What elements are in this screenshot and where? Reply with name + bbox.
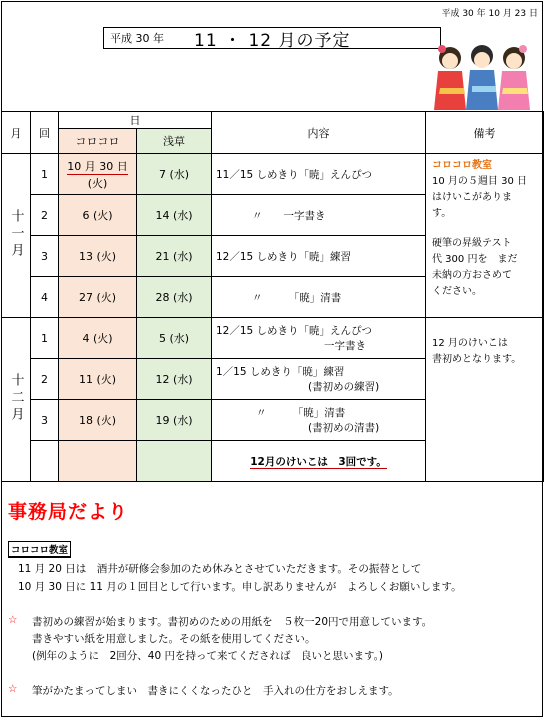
kokoro-date-cell: 13 (火) (59, 236, 137, 277)
content-cell (212, 441, 426, 482)
kai-cell: 1 (31, 318, 59, 359)
biko-november: コロコロ教室 10 月の５週目 30 日 はけいこがありま す。 硬筆の昇級テスト 代 300 円を まだ 未納の方おさめて ください。 (426, 154, 544, 318)
kokoro-date-cell: 27 (火) (59, 277, 137, 318)
asakusa-date-cell: 28 (水) (137, 277, 212, 318)
children-kimono-illustration (428, 38, 536, 112)
section-label-kokoro: コロコロ教室 (8, 541, 71, 558)
child-right (498, 45, 530, 110)
content-cell: 12／15 しめきり「暁」えんぴつ 一字書き (212, 318, 426, 359)
asakusa-date-cell: 7 (水) (137, 154, 212, 195)
notice-line: 11 月 20 日は 酒井が研修会参加のため休みとさせていただきます。その振替として (18, 563, 422, 575)
kai-cell: 1 (31, 154, 59, 195)
page-title: 11 ・ 12 月の予定 (194, 30, 351, 51)
kai-cell: 4 (31, 277, 59, 318)
content-cell: 1／15 しめきり「暁」練習 (書初めの練習) (212, 359, 426, 400)
biko-class-title: コロコロ教室 (432, 160, 492, 171)
content-cell: 11／15 しめきり「暁」えんぴつ (212, 154, 426, 195)
content-cell: 12／15 しめきり「暁」練習 (212, 236, 426, 277)
title-era: 平成 30 年 (110, 32, 164, 45)
asakusa-date-cell (137, 441, 212, 482)
content-cell: 〃 一字書き (212, 195, 426, 236)
header-month: 月 (2, 112, 31, 154)
child-left (434, 45, 466, 110)
lesson-count-note: 12月のけいこは 3回です。 (250, 455, 387, 468)
asakusa-date-cell: 14 (水) (137, 195, 212, 236)
month-december: 十二月 (2, 318, 31, 482)
star-icon: ☆ (8, 683, 18, 695)
issue-date: 平成 30 年 10 月 23 日 (441, 9, 538, 19)
header-asakusa: 浅草 (137, 129, 212, 154)
content-cell: 〃 「暁」清書 (書初めの清書) (212, 400, 426, 441)
notice-line: (例年のように 2回分、40 円を持って来てくだされば 良いと思います。) (32, 650, 383, 662)
month-november: 十一月 (2, 154, 31, 318)
content-cell: 〃 「暁」清書 (212, 277, 426, 318)
notice-line: 10 月 30 日に 11 月の１回目として行います。申し訳ありませんが よろしくお願いします。 (18, 581, 462, 593)
asakusa-date-cell: 5 (水) (137, 318, 212, 359)
asakusa-date-cell: 21 (水) (137, 236, 212, 277)
kokoro-date-cell: 6 (火) (59, 195, 137, 236)
kokoro-date-cell: 11 (火) (59, 359, 137, 400)
notice-line: 書初めの練習が始まります。書初めのための用紙を ５枚一20円で用意しています。 (32, 616, 433, 628)
header-kai: 回 (31, 112, 59, 154)
star-icon: ☆ (8, 614, 18, 626)
header-content: 内容 (212, 112, 426, 154)
title-box (103, 27, 441, 49)
header-kokoro: コロコロ (59, 129, 137, 154)
kokoro-date-cell: 10 月 30 日 (火) (59, 154, 137, 195)
schedule-table (1, 111, 544, 482)
kai-cell: 2 (31, 195, 59, 236)
notice-line: 筆がかたまってしまい 書きにくくなったひと 手入れの仕方をおしえます。 (32, 685, 399, 697)
kai-cell: 2 (31, 359, 59, 400)
kokoro-date-cell: 18 (火) (59, 400, 137, 441)
kai-cell: 3 (31, 236, 59, 277)
header-day: 日 (59, 112, 212, 129)
asakusa-date-cell: 19 (水) (137, 400, 212, 441)
kokoro-date-cell (59, 441, 137, 482)
kai-cell (31, 441, 59, 482)
child-middle (466, 45, 498, 110)
jimu-heading: 事務局だより (8, 501, 129, 523)
kokoro-date-cell: 4 (火) (59, 318, 137, 359)
asakusa-date-cell: 12 (水) (137, 359, 212, 400)
notice-line: 書きやすい紙を用意しました。その紙を使用してください。 (32, 633, 316, 645)
biko-december: 12 月のけいこは 書初めとなります。 (426, 318, 544, 482)
header-biko: 備考 (426, 112, 544, 154)
kai-cell: 3 (31, 400, 59, 441)
